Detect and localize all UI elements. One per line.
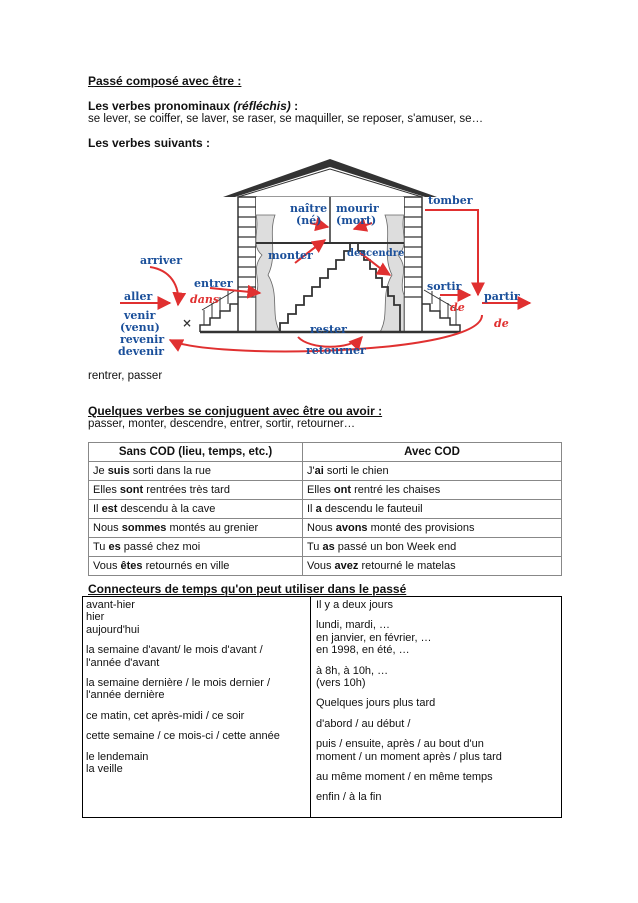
connecteur-line: aujourd'hui bbox=[86, 623, 140, 636]
auxiliary: es bbox=[108, 540, 121, 553]
label-venu: (venu) bbox=[120, 321, 160, 334]
auxiliary: est bbox=[101, 502, 118, 515]
cell-text: descendu à la cave bbox=[117, 502, 216, 515]
x-mark: × bbox=[182, 316, 193, 330]
cell-avec-cod bbox=[303, 500, 562, 519]
connecteurs-heading: Connecteurs de temps qu'on peut utiliser dans le passé bbox=[88, 582, 407, 596]
cell-text: Elles bbox=[93, 483, 120, 496]
line-gap bbox=[86, 636, 280, 644]
left-wall bbox=[238, 197, 256, 332]
connecteurs-box bbox=[82, 596, 562, 818]
connecteur-line: cette semaine / ce mois-ci / cette année bbox=[86, 730, 280, 743]
label-rester: rester bbox=[310, 323, 347, 336]
connecteur-line: ce matin, cet après-midi / ce soir bbox=[86, 709, 245, 722]
table-row bbox=[89, 519, 562, 538]
label-monter: monter bbox=[268, 249, 313, 262]
auxiliary: avons bbox=[335, 521, 368, 534]
connecteur-line: Quelques jours plus tard bbox=[316, 697, 436, 710]
auxiliary: ont bbox=[333, 483, 352, 496]
table-row bbox=[89, 481, 562, 500]
cell-text: Vous bbox=[307, 559, 335, 572]
cell-text: retournés en ville bbox=[142, 559, 230, 572]
cell-text: descendu le fauteuil bbox=[321, 502, 423, 515]
table-header-row bbox=[89, 443, 562, 462]
connecteur-line: d'abord / au début / bbox=[316, 717, 411, 730]
line-gap bbox=[86, 743, 280, 751]
cell-sans-cod bbox=[89, 538, 303, 557]
connecteurs-right-column bbox=[316, 599, 502, 804]
cell-avec-cod bbox=[303, 519, 562, 538]
connecteur-line: la semaine d'avant/ le mois d'avant / bbox=[86, 644, 263, 657]
cell-sans-cod bbox=[89, 462, 303, 481]
connecteur-line: hier bbox=[86, 611, 105, 624]
cell-text: rentrées très tard bbox=[143, 483, 230, 496]
label-partir: partir bbox=[484, 290, 520, 303]
pronominal-heading bbox=[88, 99, 298, 113]
cod-heading: Quelques verbes se conjuguent avec être ou avoir : bbox=[88, 404, 383, 418]
connecteurs-left-column bbox=[86, 599, 280, 775]
label-mourir: mourir bbox=[336, 202, 379, 215]
label-naitre: naître bbox=[290, 202, 328, 215]
cell-avec-cod bbox=[303, 557, 562, 576]
cell-avec-cod bbox=[303, 481, 562, 500]
line-gap bbox=[316, 611, 502, 619]
cell-text: Tu bbox=[307, 540, 323, 553]
cell-text: monté des provisions bbox=[367, 521, 475, 534]
line-gap bbox=[316, 689, 502, 697]
label-de2: de bbox=[494, 317, 509, 330]
house-diagram bbox=[110, 155, 540, 365]
connecteur-line: au même moment / en même temps bbox=[316, 771, 493, 784]
label-revenir: revenir bbox=[120, 333, 165, 346]
cell-text: Elles bbox=[307, 483, 334, 496]
cod-table bbox=[88, 442, 562, 576]
table-row bbox=[89, 462, 562, 481]
connecteur-line: Il y a deux jours bbox=[316, 599, 394, 611]
rentrer-passer: rentrer, passer bbox=[88, 370, 163, 382]
table-row bbox=[89, 557, 562, 576]
connecteur-line: le lendemain bbox=[86, 750, 149, 763]
cell-sans-cod bbox=[89, 557, 303, 576]
cell-text: Il bbox=[307, 502, 316, 515]
suivants-heading: Les verbes suivants : bbox=[88, 136, 211, 150]
cell-text: Tu bbox=[93, 540, 109, 553]
col-avec-cod: Avec COD bbox=[303, 443, 562, 462]
auxiliary: avez bbox=[334, 559, 359, 572]
pronominal-paren: (réfléchis) bbox=[233, 99, 291, 113]
cell-text: retourné le matelas bbox=[358, 559, 456, 572]
connecteur-line: la veille bbox=[86, 763, 123, 776]
cell-text: sorti dans la rue bbox=[129, 464, 212, 477]
line-gap bbox=[316, 763, 502, 771]
cell-text: montés au grenier bbox=[166, 521, 259, 534]
line-gap bbox=[316, 657, 502, 665]
connecteur-line: en 1998, en été, … bbox=[316, 644, 410, 657]
line-gap bbox=[86, 669, 280, 677]
right-wall bbox=[404, 197, 422, 332]
cell-text: passé un bon Week end bbox=[334, 540, 457, 553]
connecteur-line: puis / ensuite, après / au bout d'un bbox=[316, 738, 484, 751]
cell-text: J' bbox=[307, 464, 315, 477]
auxiliary: sommes bbox=[121, 521, 167, 534]
auxiliary: êtes bbox=[120, 559, 143, 572]
cell-avec-cod bbox=[303, 462, 562, 481]
section-title: Passé composé avec être : bbox=[88, 74, 242, 88]
cell-sans-cod bbox=[89, 519, 303, 538]
auxiliary: suis bbox=[107, 464, 130, 477]
pronominal-list: se lever, se coiffer, se laver, se raser, se maquiller, se reposer, s'amuser, se… bbox=[88, 113, 484, 125]
label-entrer: entrer bbox=[194, 277, 233, 290]
label-retourner: retourner bbox=[306, 344, 366, 357]
cell-text: sorti le chien bbox=[323, 464, 389, 477]
cod-verb-list: passer, monter, descendre, entrer, sortir, retourner… bbox=[88, 418, 356, 430]
label-dans: dans bbox=[190, 293, 220, 306]
auxiliary: ai bbox=[314, 464, 324, 477]
line-gap bbox=[86, 702, 280, 710]
label-tomber: tomber bbox=[428, 194, 473, 207]
label-mort: (mort) bbox=[336, 214, 377, 227]
line-gap bbox=[316, 730, 502, 738]
label-descendre: descendre bbox=[347, 248, 405, 259]
connecteur-line: la semaine dernière / le mois dernier / bbox=[86, 677, 271, 690]
cell-text: Je bbox=[93, 464, 108, 477]
label-venir: venir bbox=[124, 309, 156, 322]
cell-text: Nous bbox=[307, 521, 336, 534]
connecteur-line: l'année d'avant bbox=[86, 656, 160, 669]
cell-avec-cod bbox=[303, 538, 562, 557]
connecteur-line: avant-hier bbox=[86, 599, 135, 611]
connecteur-line: en janvier, en février, … bbox=[316, 631, 432, 644]
label-sortir: sortir bbox=[427, 280, 462, 293]
label-devenir: devenir bbox=[118, 345, 165, 358]
cell-text: Nous bbox=[93, 521, 122, 534]
cell-text: Il bbox=[93, 502, 102, 515]
connecteur-line: à 8h, à 10h, … bbox=[316, 664, 389, 677]
label-ne: (né) bbox=[296, 214, 322, 227]
connecteur-line: l'année dernière bbox=[86, 689, 165, 702]
cell-text: passé chez moi bbox=[120, 540, 201, 553]
auxiliary: a bbox=[315, 502, 322, 515]
label-aller: aller bbox=[124, 290, 153, 303]
line-gap bbox=[86, 722, 280, 730]
auxiliary: as bbox=[322, 540, 335, 553]
pronominal-label: Les verbes pronominaux bbox=[88, 99, 231, 113]
cell-text: rentré les chaises bbox=[351, 483, 441, 496]
pronominal-colon: : bbox=[290, 99, 299, 113]
table-row bbox=[89, 538, 562, 557]
cell-sans-cod bbox=[89, 481, 303, 500]
cell-sans-cod bbox=[89, 500, 303, 519]
line-gap bbox=[316, 783, 502, 791]
connecteur-line: enfin / à la fin bbox=[316, 791, 382, 804]
label-de: de bbox=[450, 301, 465, 314]
line-gap bbox=[316, 710, 502, 718]
label-arriver: arriver bbox=[140, 254, 183, 267]
col-sans-cod: Sans COD (lieu, temps, etc.) bbox=[89, 443, 303, 462]
connecteur-line: (vers 10h) bbox=[316, 677, 366, 690]
auxiliary: sont bbox=[119, 483, 144, 496]
connecteur-line: lundi, mardi, … bbox=[316, 619, 390, 632]
connecteur-line: moment / un moment après / plus tard bbox=[316, 750, 502, 763]
cell-text: Vous bbox=[93, 559, 121, 572]
table-row bbox=[89, 500, 562, 519]
column-divider bbox=[310, 597, 311, 817]
